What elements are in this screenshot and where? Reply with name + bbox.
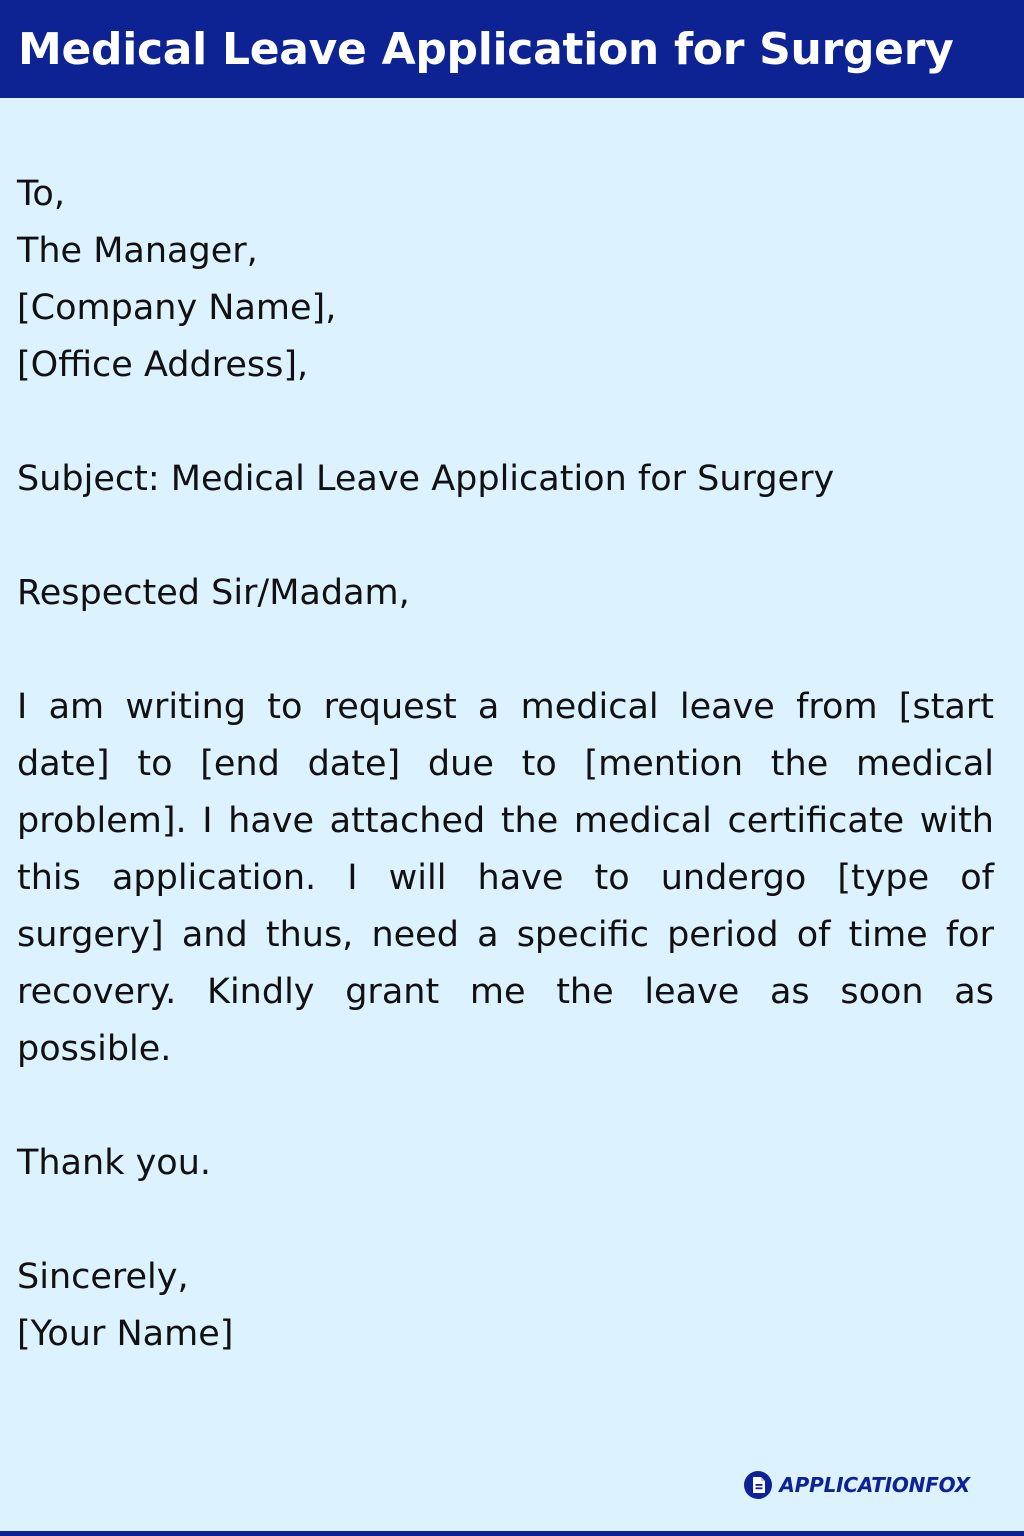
- recipient-block: [17, 166, 994, 394]
- brand-logo: [743, 1470, 970, 1500]
- spacer: [17, 622, 994, 679]
- spacer: [17, 508, 994, 565]
- spacer: [17, 1192, 994, 1249]
- page-title: Medical Leave Application for Surgery: [18, 23, 954, 75]
- spacer: [17, 1078, 994, 1135]
- recipient-line-address: [Office Address],: [17, 345, 309, 385]
- subject-line: Subject: Medical Leave Application for Surgery: [17, 459, 835, 499]
- bottom-border: [0, 1531, 1024, 1536]
- closing-line: Sincerely,: [17, 1257, 189, 1297]
- brand-name: APPLICATIONFOX: [779, 1473, 970, 1497]
- spacer: [17, 394, 994, 451]
- recipient-line-manager: The Manager,: [17, 231, 258, 271]
- recipient-line-to: To,: [17, 174, 65, 214]
- signature-line: [Your Name]: [17, 1314, 234, 1354]
- letter-content: [17, 166, 994, 1363]
- recipient-line-company: [Company Name],: [17, 288, 337, 328]
- header-banner: [0, 0, 1024, 98]
- letter-body: I am writing to request a medical leave from [start date] to [end date] due to [mention the medical problem]. I have attached the medical certificate with this application. I will have to undergo [type of surgery] and thus, need a specific period of time for recovery. Kindly grant me the leave as soon as possible.: [17, 687, 994, 1069]
- salutation: Respected Sir/Madam,: [17, 573, 410, 613]
- thanks-line: Thank you.: [17, 1143, 212, 1183]
- document-logo-icon: [743, 1470, 773, 1500]
